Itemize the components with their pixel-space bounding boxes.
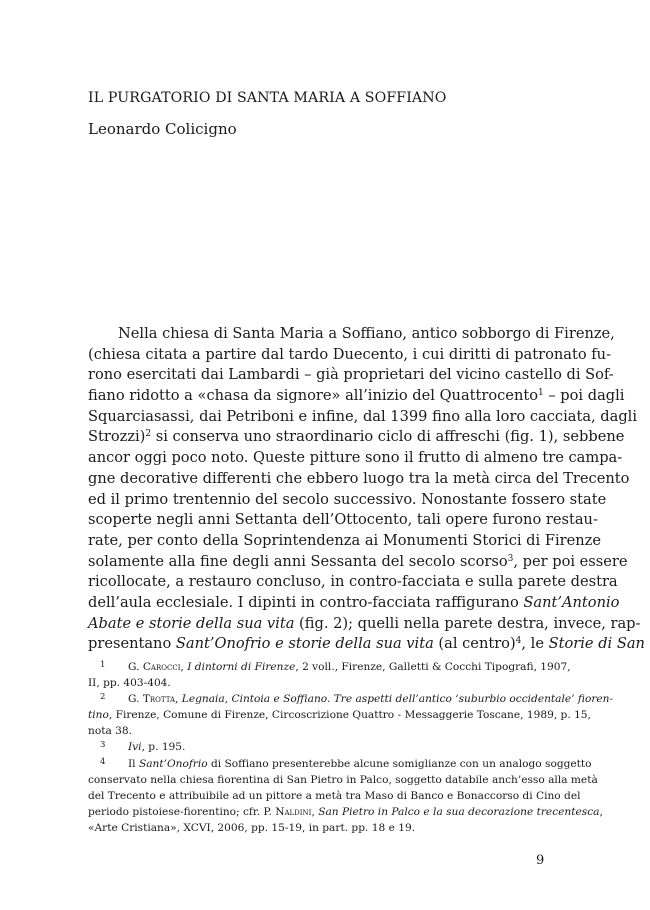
page-number: 9 <box>536 853 545 868</box>
text-run: , <box>175 693 182 706</box>
footnote-ref: 3 <box>507 553 514 564</box>
text-run: G. <box>128 661 143 673</box>
footnote-line <box>88 675 544 691</box>
text-run: (al centro) <box>433 635 516 653</box>
article-title: IL PURGATORIO DI SANTA MARIA A SOFFIANO <box>88 90 447 106</box>
text-run: (fig. 2); quelli nella parete destra, invece, rap- <box>294 614 641 632</box>
footnote-ref: 1 <box>538 388 544 399</box>
body-line <box>88 572 618 593</box>
footnote-line <box>88 707 591 723</box>
text-run: Abate e storie della sua vita <box>88 614 295 632</box>
body-line <box>88 469 630 490</box>
body-line <box>88 593 620 614</box>
body-line <box>88 365 614 386</box>
body-line <box>88 386 625 407</box>
author-name: Leonardo Colicigno <box>88 120 237 138</box>
text-run: presentano <box>88 635 176 653</box>
body-line <box>88 427 625 448</box>
text-run: rono esercitati dai Lambardi – già proprietari del vicino castello di Sof- <box>88 366 614 384</box>
text-run: , 2 voll., Firenze, Galletti & Cocchi Tipografi, 1907, <box>295 661 571 673</box>
footnote-ref: 2 <box>145 429 152 440</box>
text-run: di Soffiano presenterebbe alcune somiglianze con un analogo soggetto <box>207 757 592 770</box>
text-run: Legnaia, Cintoia e Soffiano. Tre aspetti dell’antico ‘suburbio occidentale’ fioren- <box>181 693 614 706</box>
text-run: , le <box>521 635 549 653</box>
footnote-number: 3 <box>100 740 106 751</box>
text-run: «Arte Cristiana», XCVI, 2006, pp. 15-19, in part. pp. 18 e 19. <box>88 821 416 834</box>
body-line <box>88 634 645 655</box>
text-run: Sant’Antonio <box>523 593 620 611</box>
text-run: scoperte negli anni Settanta dell’Ottocento, tali opere furono restau- <box>88 511 598 529</box>
text-run: Il <box>128 757 139 770</box>
text-run: rate, per conto della Soprintendenza ai Monumenti Storici di Firenze <box>88 531 601 549</box>
body-line <box>88 407 638 428</box>
footnote-line <box>88 804 603 820</box>
text-run: Storie di San <box>548 635 645 653</box>
text-run: del Trecento e attribuibile ad un pittore a metà tra Maso di Banco e Bonaccorso di Cino del <box>88 789 581 802</box>
text-run: dell’aula ecclesiale. I dipinti in contro-facciata raffigurano <box>88 593 524 611</box>
text-run: , <box>311 805 319 818</box>
footnote-line <box>88 820 544 836</box>
footnote-number: 2 <box>100 692 106 703</box>
body-line <box>88 490 607 511</box>
text-run: (chiesa citata a partire dal tardo Duecento, i cui diritti di patronato fu- <box>88 345 611 363</box>
body-line <box>88 614 641 635</box>
body-line <box>88 552 628 573</box>
footnote-number: 4 <box>100 756 106 767</box>
text-run: , <box>180 661 188 673</box>
footnotes <box>88 659 614 836</box>
text-run: Sant’Onofrio e storie della sua vita <box>175 635 434 653</box>
text-run: , Firenze, Comune di Firenze, Circoscrizione Quattro - Messaggerie Toscane, 1989, p. 15, <box>108 709 591 722</box>
body-line <box>88 324 615 345</box>
text-run: , <box>599 805 603 818</box>
text-run: Nella chiesa di Santa Maria a Soffiano, antico sobborgo di Firenze, <box>118 325 615 342</box>
text-run: San Pietro in Palco e la sua decorazione trecentesca <box>318 805 600 818</box>
text-run: solamente alla fine degli anni Sessanta del secolo scorso <box>88 552 508 570</box>
footnote-line <box>88 772 598 788</box>
text-run: , p. 195. <box>141 741 186 754</box>
text-run: periodo pistoiese-fiorentino; cfr. P. <box>88 805 276 818</box>
text-run: Ivi <box>128 741 142 754</box>
text-run: ed il primo trentennio del secolo successivo. Nonostante fossero state <box>88 490 607 508</box>
text-run: G. <box>128 693 143 706</box>
text-run: Trotta <box>142 693 176 706</box>
text-run: ricollocate, a restauro concluso, in contro-facciata e sulla parete destra <box>88 573 618 591</box>
text-run: , per poi essere <box>513 552 628 570</box>
text-run: si conserva uno straordinario ciclo di affreschi (fig. 1), sebbene <box>151 428 625 446</box>
footnote-ref: 4 <box>515 636 522 647</box>
text-run: tino <box>88 709 109 722</box>
footnote-line <box>88 756 592 772</box>
text-run: gne decorative differenti che ebbero luogo tra la metà circa del Trecento <box>88 469 630 487</box>
footnote-line <box>88 739 544 755</box>
footnote-line <box>88 723 544 739</box>
footnote-line <box>88 691 614 707</box>
text-run: conservato nella chiesa fiorentina di San Pietro in Palco, soggetto databile anch’esso alla metà <box>88 773 598 786</box>
body-text <box>88 324 645 655</box>
text-run: II, pp. 403-404. <box>88 677 171 690</box>
text-run: nota 38. <box>88 725 132 738</box>
text-run: Carocci <box>142 661 181 673</box>
text-run: ancor oggi poco noto. Queste pitture sono il frutto di almeno tre campa- <box>88 449 623 467</box>
text-run: Strozzi) <box>88 428 146 446</box>
text-run: – poi dagli <box>543 387 625 405</box>
body-line <box>88 510 598 531</box>
body-line <box>88 345 611 366</box>
text-run: Squarciasassi, dai Petriboni e infine, dal 1399 fino alla loro cacciata, dagli <box>88 407 638 425</box>
text-run: I dintorni di Firenze <box>187 661 296 673</box>
footnote-line <box>88 659 571 675</box>
footnote-number: 1 <box>100 660 106 670</box>
text-run: fiano ridotto a «chasa da signore» all’inizio del Quattrocento <box>88 387 538 405</box>
text-run: Naldini <box>275 805 312 818</box>
footnote-line <box>88 788 581 804</box>
body-line <box>88 448 623 469</box>
text-run: Sant’Onofrio <box>138 757 208 770</box>
body-line <box>88 531 601 552</box>
